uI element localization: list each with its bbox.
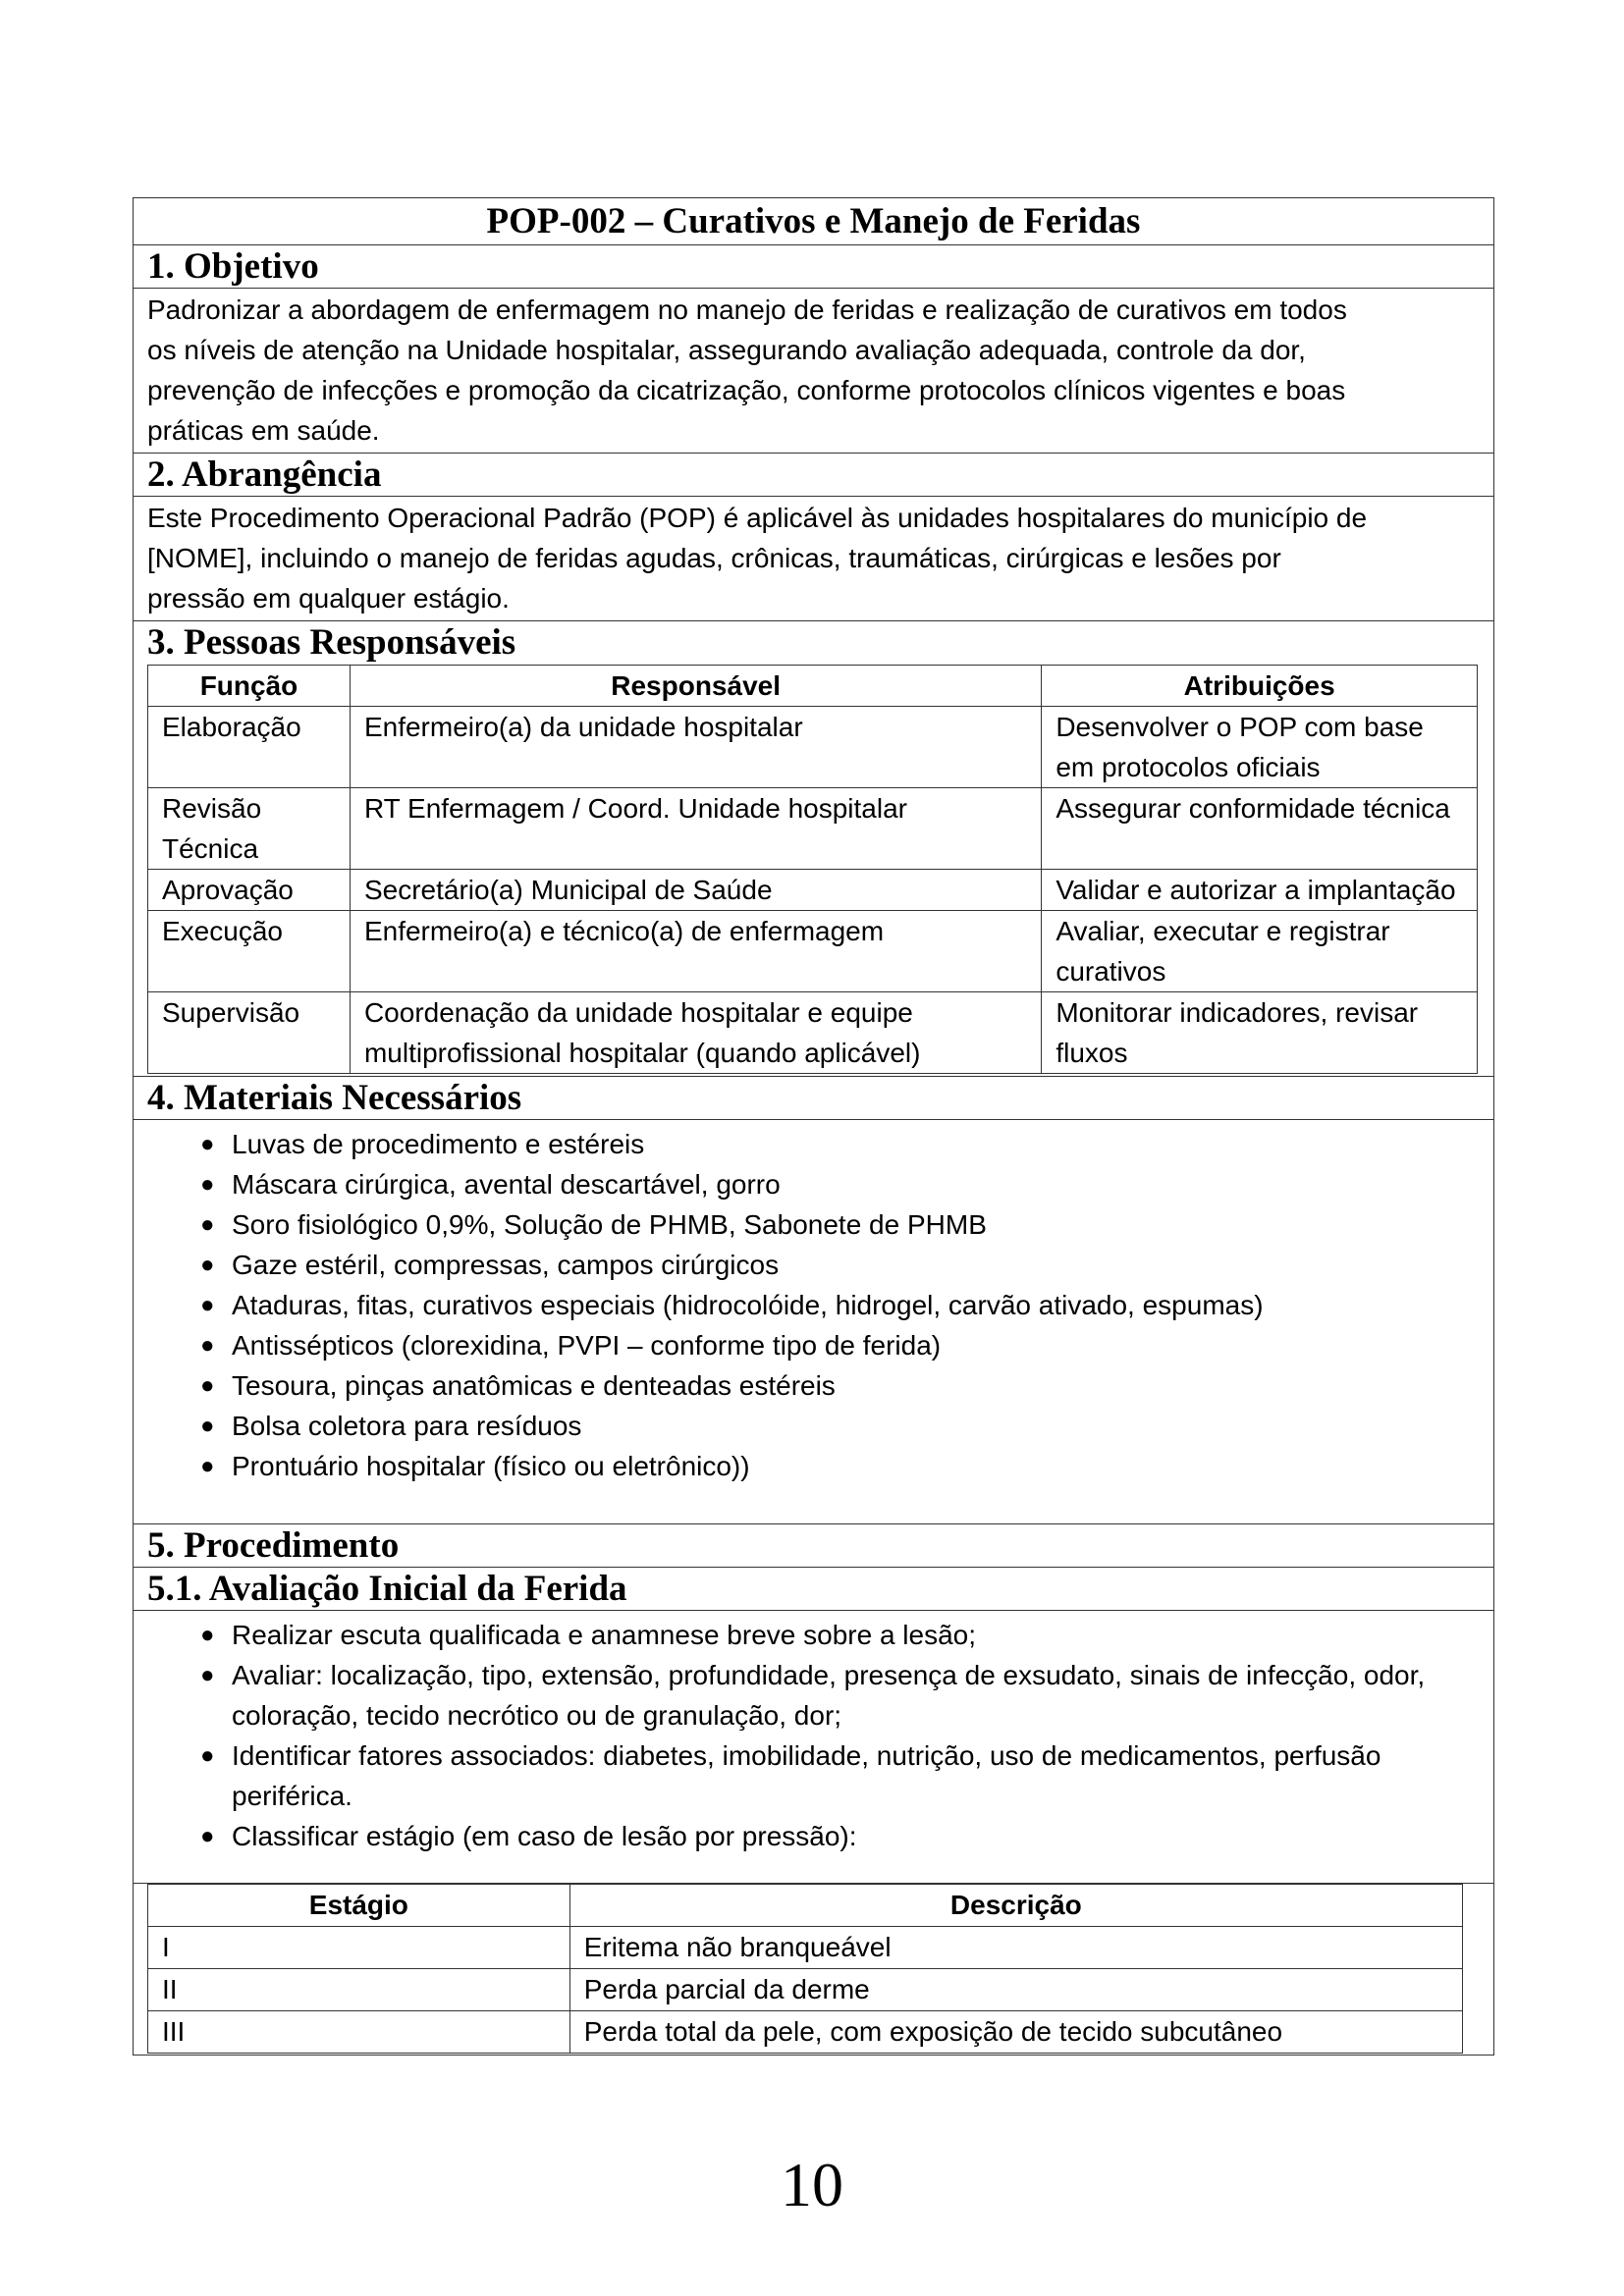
cell-estagio: I — [148, 1927, 570, 1969]
abrangencia-text — [134, 497, 1493, 621]
avaliacao-list — [134, 1615, 1493, 1856]
document-frame — [133, 197, 1494, 2056]
list-item-text: Tesoura, pinças anatômicas e denteadas estéreis — [232, 1370, 836, 1401]
list-item — [134, 1735, 1493, 1816]
list-item-text: Realizar escuta qualificada e anamnese breve sobre a lesão; — [232, 1620, 977, 1650]
table-row — [148, 992, 1478, 1074]
responsaveis-table-wrapper — [134, 665, 1493, 1077]
list-item — [134, 1285, 1493, 1325]
list-item-text: Identificar fatores associados: diabetes, imobilidade, nutrição, uso de medicamentos, perfusão periférica. — [232, 1740, 1381, 1811]
cell-atribuicoes: Desenvolver o POP com base em protocolos oficiais — [1042, 707, 1478, 788]
cell-atribuicoes: Monitorar indicadores, revisar fluxos — [1042, 992, 1478, 1074]
list-item — [134, 1655, 1493, 1735]
column-header-responsavel: Responsável — [350, 666, 1041, 707]
cell-funcao: Execução — [148, 911, 351, 992]
page-number: 10 — [781, 2150, 843, 2219]
cell-responsavel: Enfermeiro(a) da unidade hospitalar — [350, 707, 1041, 788]
column-header-descricao: Descrição — [569, 1885, 1462, 1927]
list-item-text: Prontuário hospitalar (físico ou eletrônico)) — [232, 1451, 750, 1481]
cell-descricao: Perda total da pele, com exposição de tecido subcutâneo — [569, 2011, 1462, 2054]
bullet-icon: ● — [200, 1622, 215, 1648]
cell-descricao: Eritema não branqueável — [569, 1927, 1462, 1969]
table-row — [148, 2011, 1463, 2054]
avaliacao-list-wrapper — [134, 1611, 1493, 1884]
list-item — [134, 1446, 1493, 1486]
table-row — [148, 1969, 1463, 2011]
column-header-funcao: Função — [148, 666, 351, 707]
document-title: POP-002 – Curativos e Manejo de Feridas — [134, 198, 1493, 245]
list-item — [134, 1124, 1493, 1164]
table-row — [148, 1927, 1463, 1969]
section-heading-procedimento: 5. Procedimento — [134, 1524, 1493, 1568]
bullet-icon: ● — [200, 1211, 215, 1238]
section-heading-avaliacao: 5.1. Avaliação Inicial da Ferida — [134, 1568, 1493, 1611]
objetivo-line: prevenção de infecções e promoção da cicatrização, conforme protocolos clínicos vigentes e boas — [147, 375, 1346, 405]
section-heading-materiais: 4. Materiais Necessários — [134, 1077, 1493, 1120]
materiais-list — [134, 1124, 1493, 1486]
list-item-text: Máscara cirúrgica, avental descartável, gorro — [232, 1169, 781, 1200]
bullet-icon: ● — [200, 1413, 215, 1439]
abrangencia-line: Este Procedimento Operacional Padrão (POP) é aplicável às unidades hospitalares do município de — [147, 503, 1368, 533]
list-item — [134, 1204, 1493, 1245]
table-header-row — [148, 666, 1478, 707]
bullet-icon: ● — [200, 1372, 215, 1399]
cell-atribuicoes: Avaliar, executar e registrar curativos — [1042, 911, 1478, 992]
cell-descricao: Perda parcial da derme — [569, 1969, 1462, 2011]
list-item-text: Gaze estéril, compressas, campos cirúrgicos — [232, 1250, 780, 1280]
objetivo-text — [134, 289, 1493, 454]
responsaveis-table — [147, 665, 1478, 1074]
cell-atribuicoes: Assegurar conformidade técnica — [1042, 788, 1478, 870]
list-item — [134, 1406, 1493, 1446]
list-item-text: Classificar estágio (em caso de lesão por pressão): — [232, 1821, 857, 1851]
list-item-text: Ataduras, fitas, curativos especiais (hidrocolóide, hidrogel, carvão ativado, espumas) — [232, 1290, 1264, 1320]
cell-funcao: Supervisão — [148, 992, 351, 1074]
bullet-icon: ● — [200, 1252, 215, 1278]
bullet-icon: ● — [200, 1131, 215, 1157]
cell-estagio: III — [148, 2011, 570, 2054]
table-header-row — [148, 1885, 1463, 1927]
stage-table — [147, 1884, 1463, 2054]
cell-responsavel: Enfermeiro(a) e técnico(a) de enfermagem — [350, 911, 1041, 992]
bullet-icon: ● — [200, 1823, 215, 1849]
list-item — [134, 1325, 1493, 1365]
table-row — [148, 870, 1478, 911]
bullet-icon: ● — [200, 1171, 215, 1198]
section-heading-responsaveis: 3. Pessoas Responsáveis — [147, 622, 516, 663]
table-row — [148, 788, 1478, 870]
list-item — [134, 1164, 1493, 1204]
list-item-text: Luvas de procedimento e estéreis — [232, 1129, 645, 1159]
list-item-text: Avaliar: localização, tipo, extensão, profundidade, presença de exsudato, sinais de infecção, odor, coloração, tecido necrótico ou de granulação, dor; — [232, 1660, 1426, 1731]
cell-funcao: Revisão Técnica — [148, 788, 351, 870]
column-header-estagio: Estágio — [148, 1885, 570, 1927]
section-heading-abrangencia: 2. Abrangência — [134, 454, 1493, 497]
bullet-icon: ● — [200, 1292, 215, 1318]
table-row — [148, 911, 1478, 992]
list-item — [134, 1816, 1493, 1856]
bullet-icon: ● — [200, 1332, 215, 1359]
list-item — [134, 1615, 1493, 1655]
materiais-list-wrapper — [134, 1120, 1493, 1524]
stage-table-wrapper — [134, 1884, 1493, 2055]
cell-funcao: Aprovação — [148, 870, 351, 911]
list-item-text: Soro fisiológico 0,9%, Solução de PHMB, Sabonete de PHMB — [232, 1209, 987, 1240]
cell-atribuicoes: Validar e autorizar a implantação — [1042, 870, 1478, 911]
table-row — [148, 707, 1478, 788]
cell-responsavel: Secretário(a) Municipal de Saúde — [350, 870, 1041, 911]
objetivo-line: práticas em saúde. — [147, 415, 380, 446]
list-item-text: Bolsa coletora para resíduos — [232, 1411, 582, 1441]
objetivo-line: os níveis de atenção na Unidade hospitalar, assegurando avaliação adequada, controle da dor, — [147, 335, 1306, 365]
bullet-icon: ● — [200, 1453, 215, 1479]
objetivo-line: Padronizar a abordagem de enfermagem no manejo de feridas e realização de curativos em todos — [147, 294, 1347, 325]
bullet-icon: ● — [200, 1662, 215, 1688]
section-heading-objetivo: 1. Objetivo — [134, 245, 1493, 289]
abrangencia-line: pressão em qualquer estágio. — [147, 583, 510, 614]
cell-responsavel: RT Enfermagem / Coord. Unidade hospitalar — [350, 788, 1041, 870]
list-item-text: Antissépticos (clorexidina, PVPI – conforme tipo de ferida) — [232, 1330, 942, 1361]
abrangencia-line: [NOME], incluindo o manejo de feridas agudas, crônicas, traumáticas, cirúrgicas e lesões por — [147, 543, 1281, 573]
cell-responsavel: Coordenação da unidade hospitalar e equipe multiprofissional hospitalar (quando aplicável) — [350, 992, 1041, 1074]
bullet-icon: ● — [200, 1742, 215, 1769]
column-header-atribuicoes: Atribuições — [1042, 666, 1478, 707]
cell-funcao: Elaboração — [148, 707, 351, 788]
cell-estagio: II — [148, 1969, 570, 2011]
list-item — [134, 1245, 1493, 1285]
list-item — [134, 1365, 1493, 1406]
